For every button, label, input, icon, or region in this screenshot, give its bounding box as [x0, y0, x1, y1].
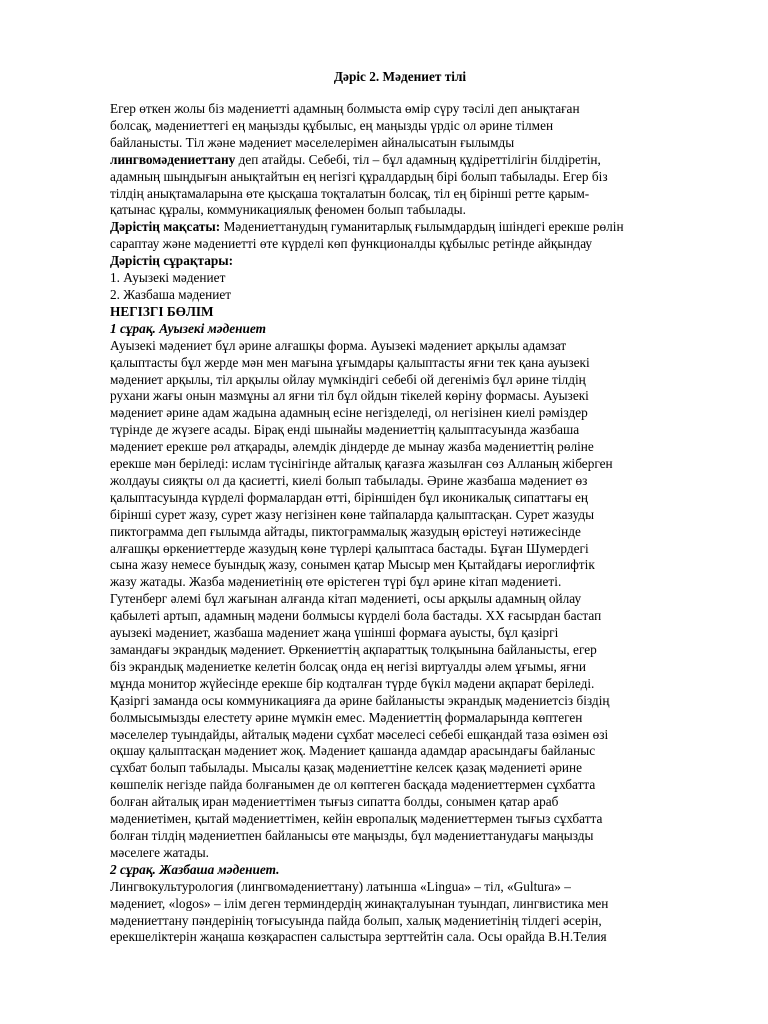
intro-paragraph — [110, 101, 690, 219]
goal-text: Мәдениеттанудың гуманитарлық ғылымдардың ішіндегі ерекше рөлін сараптау және мәдениетті өте күрделі көп функционалды құбылыс ретінде айқындау — [110, 219, 624, 252]
section2-heading: 2 сұрақ. Жазбаша мәдениет. — [110, 861, 280, 877]
goal-paragraph — [110, 219, 690, 253]
document-page — [110, 68, 690, 946]
intro-bold-term: лингвомәдениеттану — [110, 151, 236, 167]
section2-body: Лингвокультурология (лингвомәдениеттану) латынша «Lingua» – тіл, «Gultura» – мәдениет, «logos» – ілім деген терминдердің жинақталуынан туындап, лингвистика мен мәдениеттану пәндерінің тоғысуында пайда болып, халық мәдениетінің тілдегі әсерін, ерекшеліктерін жаңаша көзқараспен салыстыра зерттейтін сала. Осы орайда В.Н.Телия — [110, 878, 609, 945]
goal-label: Дәрістің мақсаты: — [110, 219, 221, 235]
section1-body: Ауызекі мәдениет бұл әрине алғашқы форма. Ауызекі мәдениет арқылы адамзат қалыптасты бұл жерде мән мен мағына ұғымдары қалыптасты яғни тек қана ауызекі мәдениет арқылы, тіл арқылы ойлау мүмкіндігі себебі ой дегеніміз бұл әрине тілдің рухани жағы онын мазмұны ал яғни тіл бұл ойдын тікелей көріну формасы. Ауызекі мәдениет әрине адам жадына адамның есіне негізделеді, ол негізінен киелі рәміздер түрінде де жүзеге асады. Бірақ енді шынайы мәдениеттің қалыптасуында жазбаша мәдениет ерекше рөл атқарады, әлемдік діндерде де мынау жазба мәдениеттің рөліне ерекше мән беріледі: ислам түсінігінде айталық қағазға жазылған сөз Алланың жіберген жолдауы сияқты ол да қасиетті, киелі болып табылады. Әрине жазбаша мәдениет өз қалыптасуында күрделі формалардан өтті, біріншіден бұл иконикалық сипаттағы ең бірінші сурет жазу, сурет жазу негізінен көне тайпаларда қалыптасқан. Сурет жазуды пиктограмма деп ғылымда айтады, пиктограммалық жазудың өрістеуі нәтижесінде алғашқы өркениеттерде жазудың көне түрлері қалыптаса бастады. Бұған Шумердегі сына жазу немесе буындық жазу, сонымен қатар Мысыр мен Қытайдағы иероглифтік жазу жатады. Жазба мәдениетінің өте өрістеген түрі бұл әрине кітап мәдениеті. Гутенберг әлемі бұл жағынан алғанда кітап мәдениеті, осы арқылы адамның ойлау қабылеті артып, адамның мәдени болмысы күрделі бола бастады. XX ғасырдан бастап ауызекі мәдениет, жазбаша мәдениет жаңа үшінші формаға ауысты, бұл қазіргі замандағы экрандық мәдениет. Өркениеттің ақпараттық толқынына байланысты, егер біз экрандық мәдениетке келетін болсақ онда ең негізі виртуалды әлем ұғымы, яғни мұнда монитор жүйесінде ерекше бір кодталған түрде бүкіл мәдени ақпарат беріледі. Қазіргі заманда осы коммуникацияға да әрине байланысты экрандық мәдениетсіз біздің болмысымызды елестету әрине мүмкін емес. Мәдениеттің формаларында көптеген мәселелер туындайды, айталық мәдени сұхбат мәселесі себебі ешқандай таза өзімен өзі оқшау қалыптасқан мәдениет жоқ. Мәдениет қашанда адамдар арасындағы байланыс сұхбат болып табылады. Мысалы қазақ мәдениеттіне келсек қазақ мәдениеті әрине көшпелік негізде пайда болғанымен де ол көптеген басқада мәдениеттермен сұхбатта болған айталық иран мәдениеттімен тығыз сипатта болды, сонымен қатар араб мәдениетімен, қытай мәдениеттімен, кейін европалық мәдениеттермен тығыз сұхбатта болған тілдің мәдениетпен байланысы өте маңызды, бұл мәдениеттанудағы маңызды мәселеге жатады. — [110, 337, 613, 860]
question-item-2: 2. Жазбаша мәдениет — [110, 286, 232, 302]
page-title: Дәріс 2. Мәдениет тілі — [333, 69, 467, 84]
main-section-heading: НЕГІЗГІ БӨЛІМ — [110, 303, 214, 319]
question-item-1: 1. Ауызекі мәдениет — [110, 270, 226, 286]
intro-text-after: деп атайды. Себебі, тіл – бұл адамның құдіреттілігін білдіретін, адамның шыңдығын анықтайтын ең негізгі құралдардың бірі болып табылады. Егер біз тілдің анықтамаларына өте қысқаша тоқталатын болсақ, тіл ең бірінші ретте қарым- қатынас құралы, коммуникациялық феномен болып табылады. — [110, 151, 608, 218]
section1-heading: 1 сұрақ. Ауызекі мәдениет — [110, 320, 266, 336]
intro-text-before: Егер өткен жолы біз мәдениетті адамның болмыста өмір сүру тәсілі деп анықтаған болсақ, мәдениеттегі ең маңызды құбылыс, ең маңызды үрдіс ол әрине тілмен байланысты. Тіл және мәдениет мәселелерімен айналысатын ғылымды — [110, 101, 580, 150]
questions-label: Дәрістің сұрақтары: — [110, 253, 234, 269]
